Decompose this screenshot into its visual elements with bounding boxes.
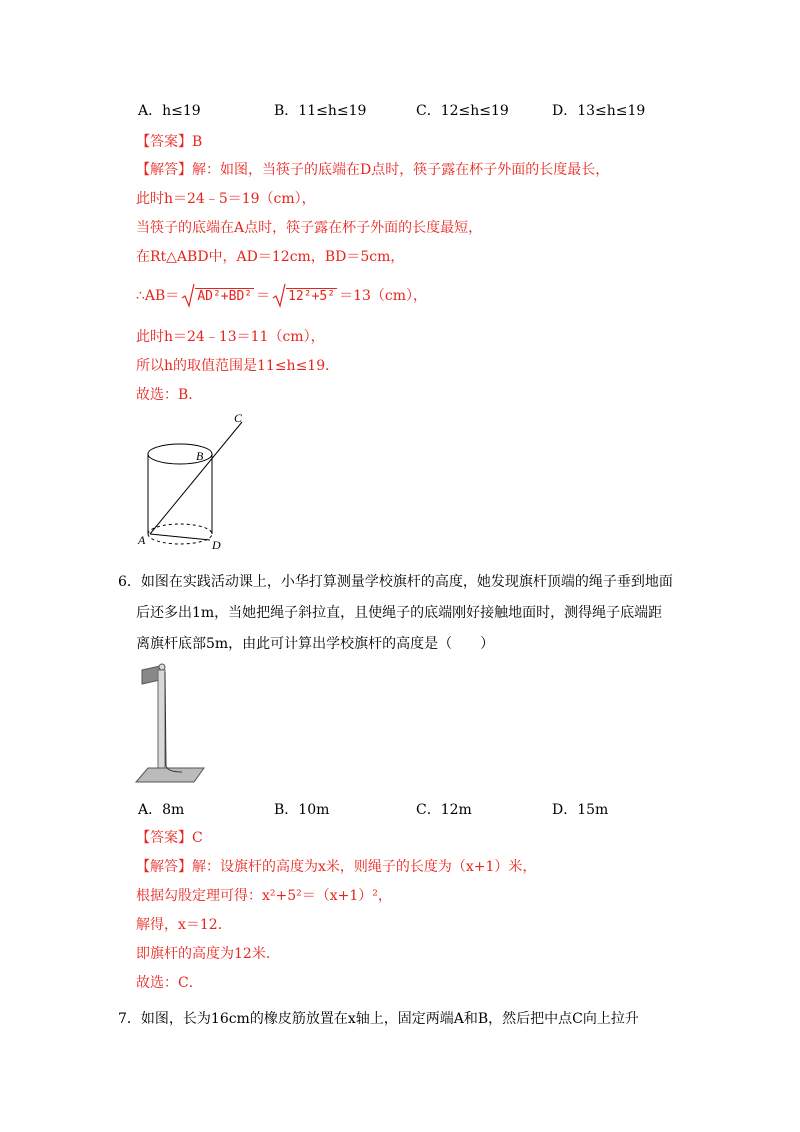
q5-sqrt-line (136, 287, 427, 306)
q6-option-d: D．15m (552, 802, 609, 818)
q7-stem-line: 7．如图，长为16cm的橡皮筋放置在x轴上，固定两端A和B，然后把中点C向上拉升 (118, 1011, 639, 1027)
q6-analysis-line: 根据勾股定理可得：x²+5²＝（x+1）²， (136, 888, 392, 904)
q6-answer: 【答案】C (136, 830, 203, 846)
cylinder-figure (130, 408, 260, 553)
sqrt-prefix: ∴AB＝ (136, 288, 180, 304)
q5-analysis-line: 此时h＝24﹣13＝11（cm）， (136, 329, 325, 345)
q6-stem-line: 6．如图在实践活动课上，小华打算测量学校旗杆的高度，她发现旗杆顶端的绳子垂到地面 (118, 574, 673, 590)
q6-analysis-line: 【解答】解：设旗杆的高度为x米，则绳子的长度为（x+1）米， (136, 859, 537, 875)
q6-option-a: A．8m (138, 802, 185, 818)
q5-analysis-line: 故选：B． (136, 387, 203, 403)
flagpole-figure (132, 662, 212, 784)
pole-top (159, 664, 165, 670)
q6-option-c: C．12m (416, 802, 472, 818)
flag (142, 666, 160, 684)
label-c: C (234, 411, 243, 425)
q5-analysis-line: 在Rt△ABD中，AD＝12cm，BD＝5cm， (136, 249, 405, 265)
label-a: A (138, 533, 146, 547)
q6-analysis-line: 故选：C． (136, 975, 203, 991)
pole (158, 670, 165, 772)
q5-option-d: D．13≤h≤19 (552, 103, 646, 119)
q5-analysis-line: 当筷子的底端在A点时，筷子露在杯子外面的长度最短， (136, 220, 483, 236)
q6-option-b: B．10m (274, 802, 330, 818)
q6-stem-line: 离旗杆底部5m，由此可计算出学校旗杆的高度是（ ） (136, 636, 495, 652)
q5-option-c: C．12≤h≤19 (416, 103, 509, 119)
chopstick (150, 422, 242, 534)
q5-analysis-line: 所以h的取值范围是11≤h≤19． (136, 358, 340, 374)
label-b: B (196, 449, 204, 463)
q5-analysis-line: 此时h＝24﹣5＝19（cm）， (136, 191, 316, 207)
sqrt-equals: ＝ (256, 288, 271, 304)
q6-analysis-line: 解得，x＝12． (136, 917, 232, 933)
sqrt-radical (181, 287, 254, 306)
q5-analysis-line: 【解答】解：如图，当筷子的底端在D点时，筷子露在杯子外面的长度最长， (136, 162, 610, 178)
sqrt-radical (272, 287, 337, 306)
q6-stem-line: 后还多出1m，当她把绳子斜拉直，且使绳子的底端刚好接触地面时，测得绳子底端距 (136, 605, 663, 621)
q6-analysis-line: 即旗杆的高度为12米． (136, 946, 280, 962)
q5-option-a: A．h≤19 (138, 103, 201, 119)
label-d: D (212, 538, 221, 552)
rope (165, 672, 182, 772)
segment-ad (150, 534, 210, 540)
sqrt-suffix: ＝13（cm）， (339, 288, 428, 304)
sqrt-radicand: AD²+BD² (197, 289, 253, 304)
sqrt-radicand: 12²+5² (288, 289, 336, 304)
q5-answer: 【答案】B (136, 134, 203, 150)
q5-option-b: B．11≤h≤19 (274, 103, 367, 119)
